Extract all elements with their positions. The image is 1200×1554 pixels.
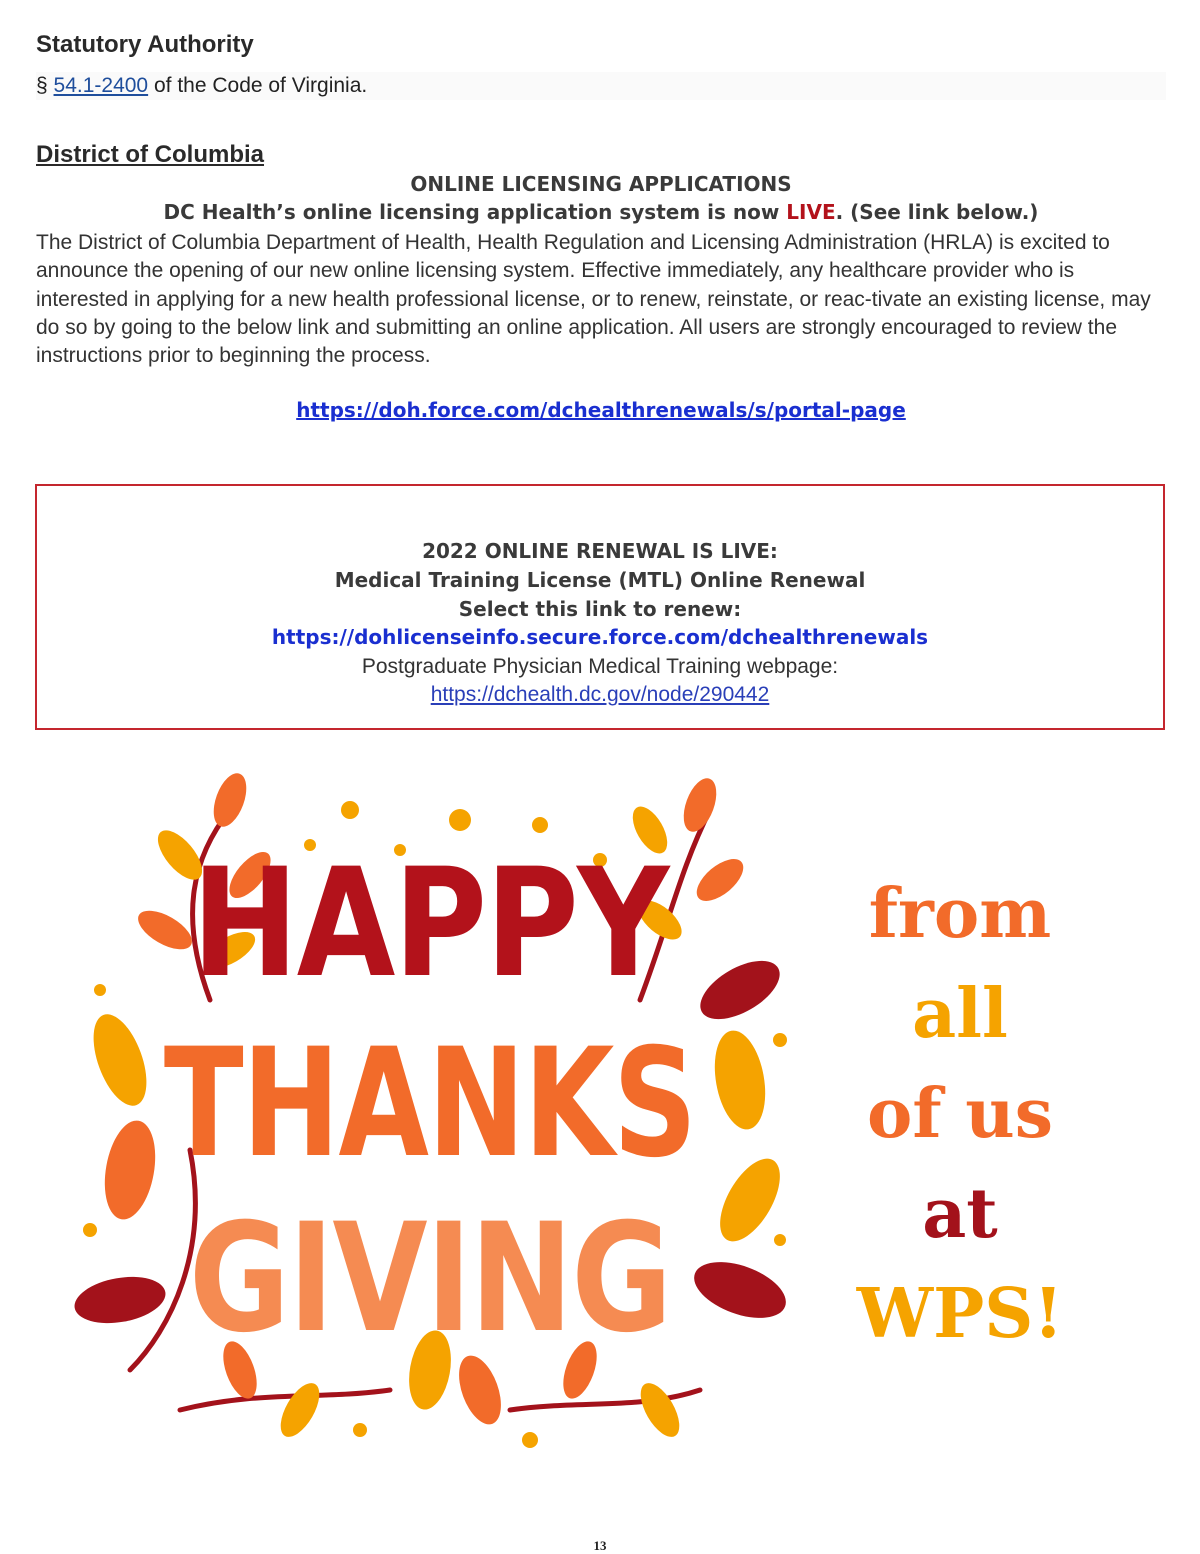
art-word-thanks: THANKS <box>163 1015 696 1191</box>
leaf <box>633 1377 687 1443</box>
greeting-line-from: from <box>868 874 1052 954</box>
subtitle-before: DC Health’s online licensing application system is now <box>163 200 787 224</box>
portal-link[interactable]: https://doh.force.com/dchealthrenewals/s/portal-page <box>296 398 906 422</box>
greeting-line-at: at <box>922 1174 998 1254</box>
online-licensing-title: ONLINE LICENSING APPLICATIONS <box>410 172 792 196</box>
webpage-link-line <box>37 683 1163 707</box>
dc-heading: District of Columbia <box>36 141 265 168</box>
thanksgiving-artwork <box>60 770 800 1470</box>
webpage-link[interactable]: https://dchealth.dc.gov/node/290442 <box>430 683 770 706</box>
online-licensing-subtitle <box>36 200 1166 224</box>
leaf <box>132 903 198 957</box>
renewal-title: 2022 ONLINE RENEWAL IS LIVE: <box>422 539 778 563</box>
leaf <box>708 1027 773 1134</box>
code-suffix: of the Code of Virginia. <box>153 74 368 97</box>
greeting-line-of-us: of us <box>866 1074 1053 1154</box>
renewal-box <box>35 484 1165 730</box>
renewal-select-line: Select this link to renew: <box>458 597 742 621</box>
webpage-label: Postgraduate Physician Medical Training webpage: <box>361 655 839 678</box>
leaf <box>690 851 751 908</box>
portal-link-line <box>36 398 1166 422</box>
greeting-line-wps: WPS! <box>856 1274 1064 1354</box>
greeting-line-all: all <box>912 974 1008 1054</box>
art-word-giving: GIVING <box>188 1192 671 1367</box>
leaf <box>71 1270 169 1329</box>
leaf <box>83 1007 157 1112</box>
branch <box>180 1390 390 1410</box>
page-number: 13 <box>593 1538 607 1553</box>
leaf <box>687 1251 794 1329</box>
leaf <box>273 1377 327 1443</box>
live-word: LIVE <box>786 200 836 224</box>
statutory-heading: Statutory Authority <box>36 31 254 58</box>
code-citation <box>36 72 1166 100</box>
announcement-paragraph: The District of Columbia Department of Health, Health Regulation and Licensing Administration (HRLA) is excited to announce the opening of our new online licensing system. Effective immediately, any healthcare provider who is interested in applying for a new health professional license, or to renew, reinstate, or reac-tivate an existing license, may do so by going to the below link and submitting an online application. All users are strongly encouraged to review the instructions prior to beginning the process. <box>36 231 1151 368</box>
leaf <box>677 774 722 836</box>
subtitle-after: . (See link below.) <box>835 200 1039 224</box>
renewal-link[interactable]: https://dohlicenseinfo.secure.force.com/dchealthrenewals <box>271 625 929 649</box>
renewal-link-line <box>37 625 1163 649</box>
leaf <box>691 949 789 1031</box>
leaf <box>207 770 252 831</box>
code-section-link[interactable]: 54.1-2400 <box>53 74 149 97</box>
leaf <box>98 1117 163 1224</box>
section-symbol: § <box>36 74 48 97</box>
art-word-happy: HAPPY <box>191 835 668 1011</box>
renewal-mtl-line: Medical Training License (MTL) Online Renewal <box>334 568 866 592</box>
